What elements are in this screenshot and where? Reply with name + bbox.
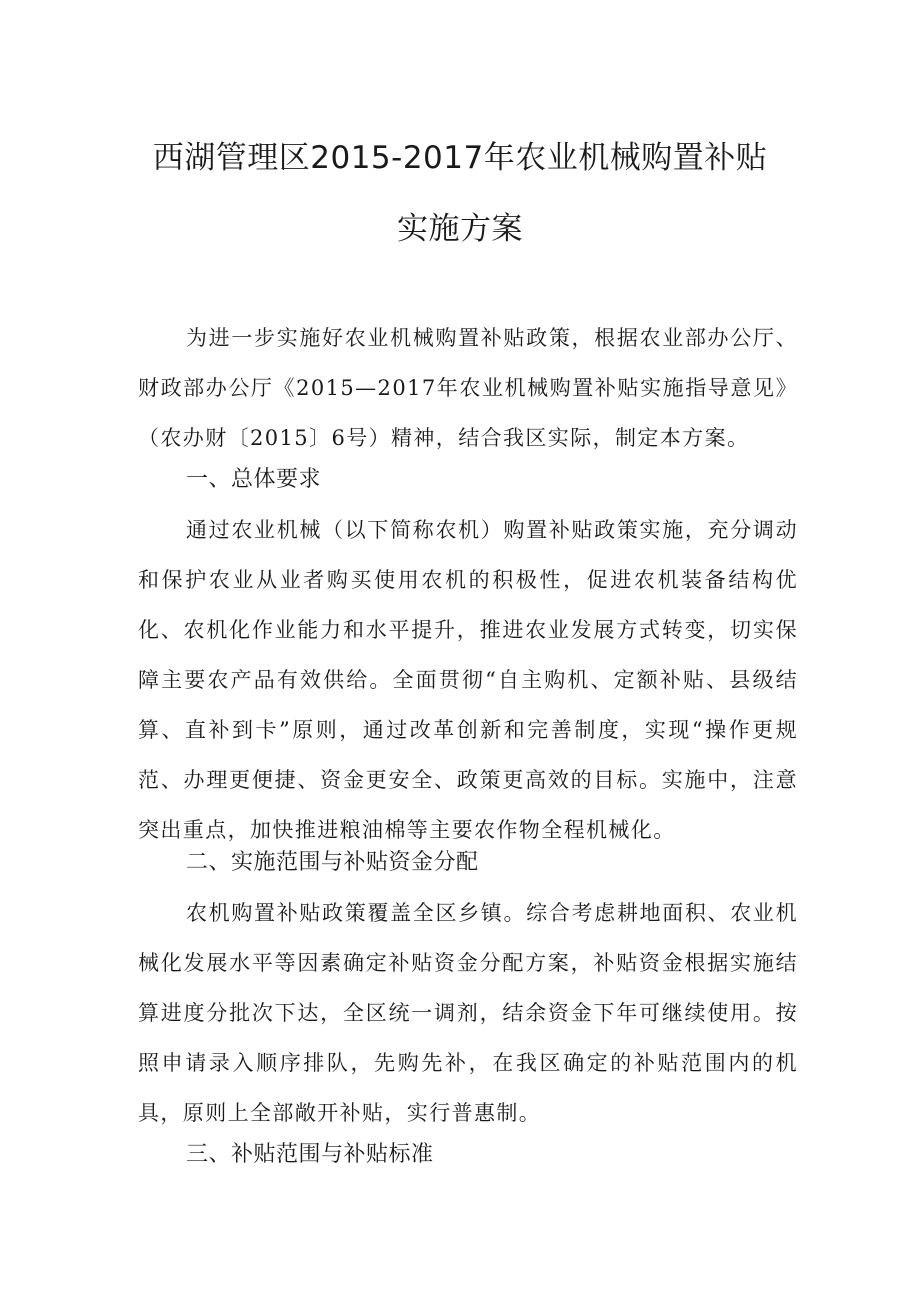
section-heading-scope-and-funds: 二、实施范围与补贴资金分配 — [186, 850, 479, 875]
section-heading-general-requirements: 一、总体要求 — [186, 467, 322, 492]
document-title-line-1: 西湖管理区2015-2017年农业机械购置补贴 — [152, 140, 768, 176]
section-body-scope-and-funds: 农机购置补贴政策覆盖全区乡镇。综合考虑耕地面积、农业机械化发展水平等因素确定补贴资金分配方案，补贴资金根据实施结算进度分批次下达，全区统一调剂，结余资金下年可继续使用。按照申请录入顺序排队，先购先补，在我区确定的补贴范围内的机具，原则上全部敞开补贴，实行普惠制。 — [138, 901, 798, 1125]
section-heading-subsidy-scope-and-standards: 三、补贴范围与补贴标准 — [186, 1142, 434, 1167]
intro-paragraph: 为进一步实施好农业机械购置补贴政策，根据农业部办公厅、财政部办公厅《2015—2017年农业机械购置补贴实施指导意见》（农办财〔2015〕6号）精神，结合我区实际，制定本方案。 — [138, 326, 798, 450]
document-title-line-2: 实施方案 — [397, 211, 523, 247]
section-body-general-requirements: 通过农业机械（以下简称农机）购置补贴政策实施，充分调动和保护农业从业者购买使用农机的积极性，促进农机装备结构优化、农机化作业能力和水平提升，推进农业发展方式转变，切实保障主要农产品有效供给。全面贯彻“自主购机、定额补贴、县级结算、直补到卡”原则，通过改革创新和完善制度，实现“操作更规范、办理更便捷、资金更安全、政策更高效的目标。实施中，注意突出重点，加快推进粮油棉等主要农作物全程机械化。 — [138, 518, 798, 842]
